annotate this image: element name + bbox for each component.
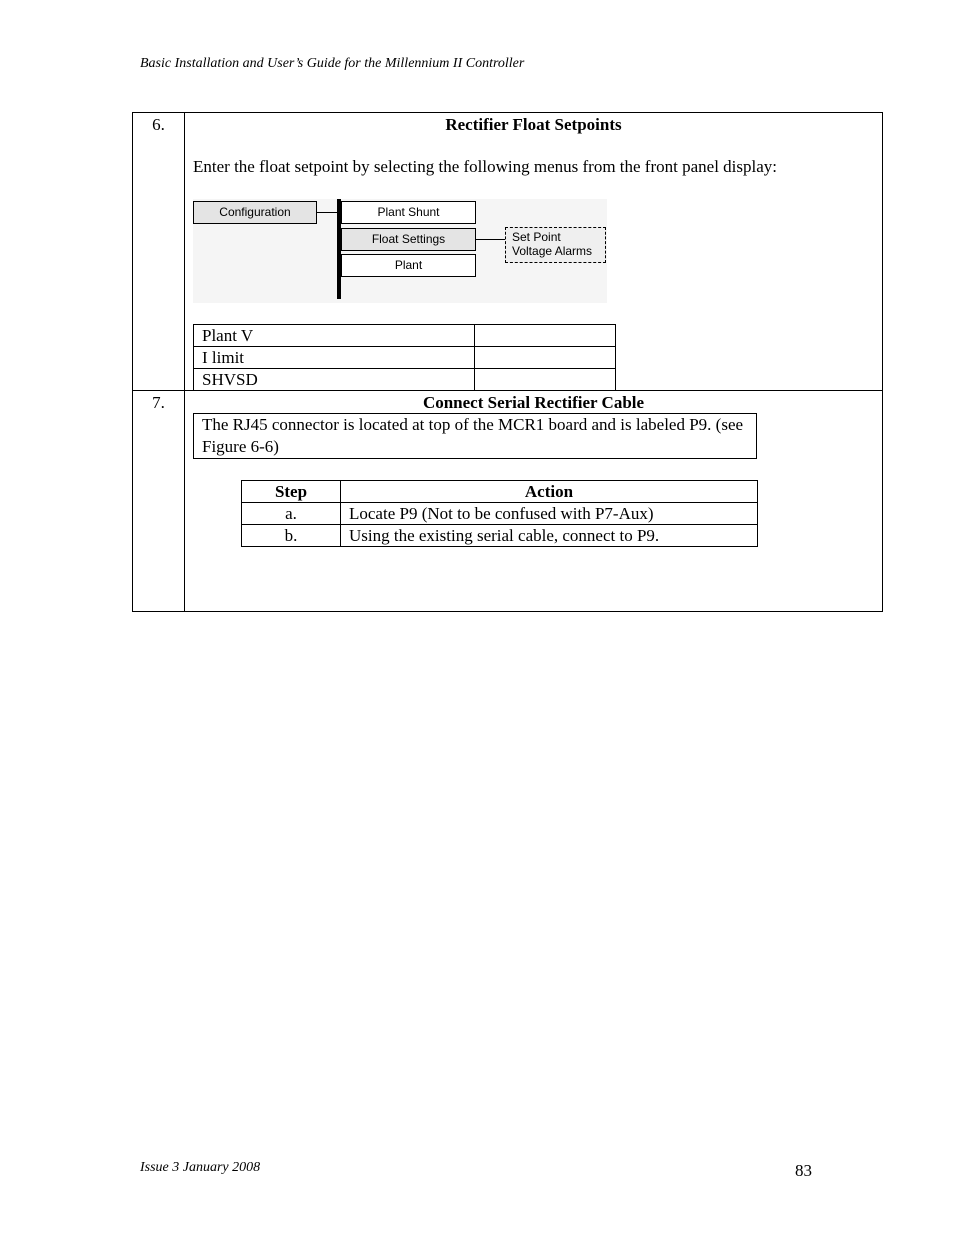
- table-row: [194, 369, 616, 391]
- table-row: [242, 525, 758, 547]
- step-instruction: Enter the float setpoint by selecting the following menus from the front panel display:: [193, 157, 778, 176]
- procedure-table: [132, 112, 883, 612]
- setpoint-table: [193, 324, 616, 391]
- menu-plant: Plant: [341, 254, 476, 277]
- submenu-set-point: Set Point: [512, 230, 561, 244]
- column-divider: [184, 113, 185, 611]
- setpoint-value: [475, 347, 616, 369]
- action-table: [241, 480, 758, 547]
- note-box: The RJ45 connector is located at top of the MCR1 board and is labeled P9. (see Figure 6-6): [193, 413, 757, 459]
- menu-configuration: Configuration: [193, 201, 317, 224]
- menu-plant-shunt: Plant Shunt: [341, 201, 476, 224]
- connector-line: [476, 239, 505, 240]
- step-action: Locate P9 (Not to be confused with P7-Aux): [341, 503, 758, 525]
- table-header-row: [242, 481, 758, 503]
- running-header: Basic Installation and User’s Guide for the Millennium II Controller: [140, 56, 525, 71]
- connector-line: [317, 212, 339, 213]
- setpoint-value: [475, 369, 616, 391]
- submenu-box: [505, 227, 606, 263]
- table-row: [194, 347, 616, 369]
- step-number: 6.: [152, 115, 165, 134]
- step-title: Connect Serial Rectifier Cable: [422, 393, 645, 412]
- setpoint-value: [475, 325, 616, 347]
- menu-diagram: [193, 199, 607, 303]
- table-row: [242, 503, 758, 525]
- step-letter: b.: [242, 525, 341, 547]
- setpoint-label: SHVSD: [194, 369, 475, 391]
- running-footer: Issue 3 January 2008: [140, 1160, 261, 1175]
- page-number: 83: [795, 1161, 812, 1180]
- step-letter: a.: [242, 503, 341, 525]
- setpoint-label: Plant V: [194, 325, 475, 347]
- table-row: [194, 325, 616, 347]
- column-header-action: Action: [341, 481, 758, 503]
- step-title: Rectifier Float Setpoints: [445, 115, 622, 134]
- step-number: 7.: [152, 393, 165, 412]
- submenu-voltage-alarms: Voltage Alarms: [512, 244, 593, 258]
- step-action: Using the existing serial cable, connect to P9.: [341, 525, 758, 547]
- setpoint-label: I limit: [194, 347, 475, 369]
- menu-float-settings: Float Settings: [341, 228, 476, 251]
- column-header-step: Step: [242, 481, 341, 503]
